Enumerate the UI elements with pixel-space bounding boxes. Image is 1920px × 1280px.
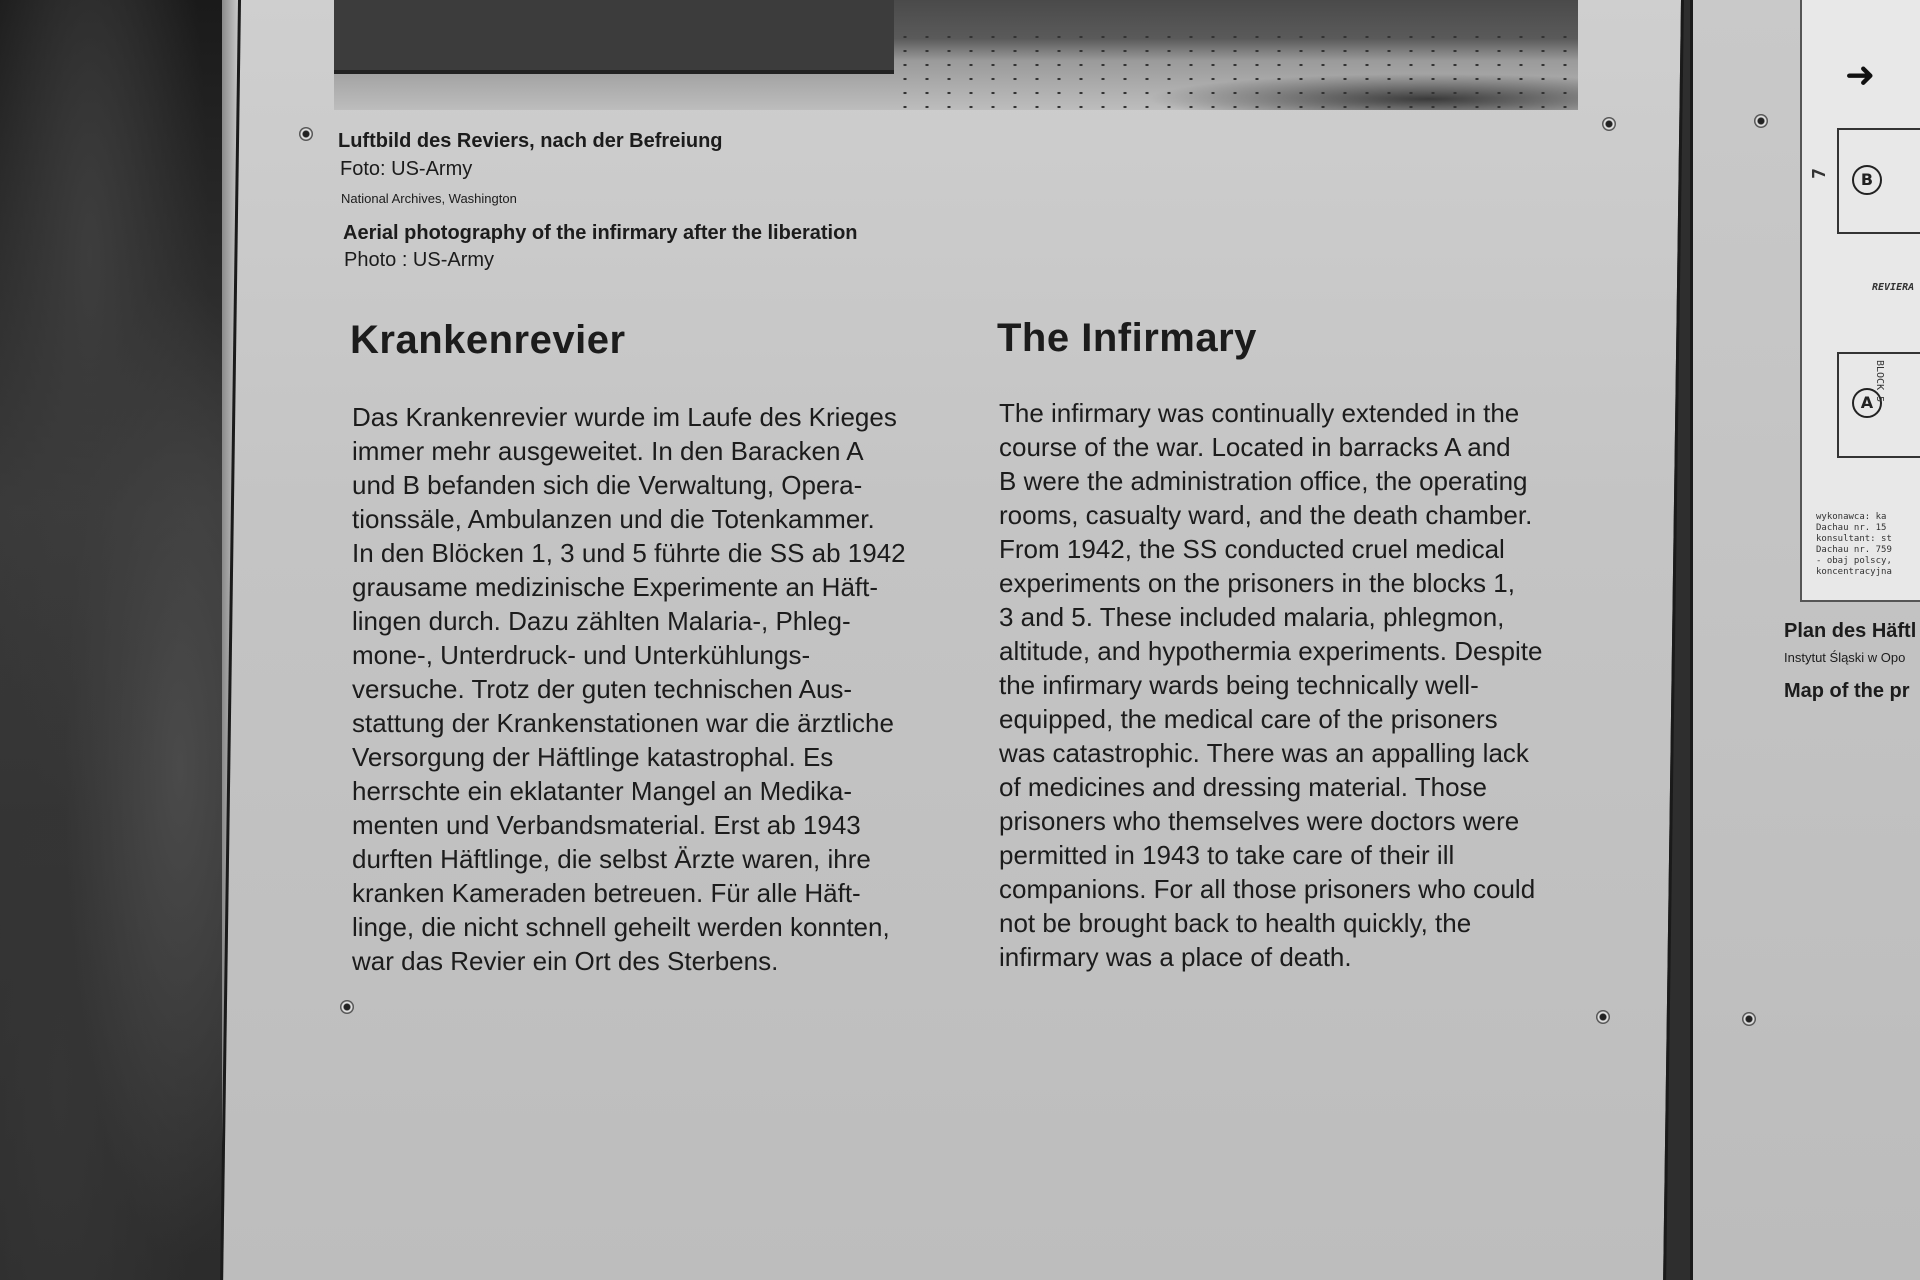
- arrow-right-icon: ➜: [1845, 55, 1876, 96]
- plan-note-line: - obaj polscy,: [1816, 556, 1892, 566]
- text-line: mone-, Unterdruck- und Unterkühlungs-: [352, 640, 811, 670]
- text-line: In den Blöcken 1, 3 und 5 führte die SS ab 1942: [352, 538, 906, 568]
- plan-note-line: wykonawca: ka: [1816, 512, 1887, 522]
- screw-icon: [1602, 117, 1616, 131]
- text-line: Versorgung der Häftlinge katastrophal. Es: [352, 742, 834, 772]
- text-line: infirmary was a place of death.: [999, 942, 1352, 972]
- text-line: immer mehr ausgeweitet. In den Baracken A: [352, 436, 864, 466]
- plan-note-line: Dachau nr. 15: [1816, 523, 1887, 533]
- right-caption-inst: Instytut Śląski w Opo: [1784, 650, 1906, 665]
- plan-note-line: konsultant: st: [1816, 534, 1892, 544]
- caption-en-title: Aerial photography of the infirmary after the liberation: [343, 222, 858, 244]
- text-line: not be brought back to health quickly, the: [999, 908, 1472, 938]
- text-line: rooms, casualty ward, and the death chamber.: [999, 500, 1533, 530]
- text-line: 3 and 5. These included malaria, phlegmon,: [999, 602, 1505, 632]
- caption-de-title: Luftbild des Reviers, nach der Befreiung: [338, 130, 723, 152]
- text-line: course of the war. Located in barracks A and: [999, 432, 1511, 462]
- caption-de-credit: Foto: US-Army: [340, 158, 473, 180]
- text-line: was catastrophic. There was an appalling lack: [999, 738, 1529, 768]
- text-line: B were the administration office, the operating: [999, 466, 1528, 496]
- plan-number: 7: [1808, 168, 1830, 179]
- aerial-photo: [334, 0, 1578, 110]
- text-line: durften Häftlinge, die selbst Ärzte waren, ihre: [352, 844, 871, 874]
- body-english: [999, 396, 1542, 974]
- text-line: tionssäle, Ambulanzen und die Totenkammer.: [352, 504, 875, 534]
- screw-icon: [299, 127, 313, 141]
- right-caption-de: Plan des Häftl: [1784, 620, 1917, 642]
- body-german: [352, 400, 906, 978]
- text-line: war das Revier ein Ort des Sterbens.: [352, 946, 779, 976]
- text-line: altitude, and hypothermia experiments. Despite: [999, 636, 1543, 666]
- text-line: equipped, the medical care of the prisoners: [999, 704, 1498, 734]
- text-line: The infirmary was continually extended in the: [999, 398, 1520, 428]
- text-line: the infirmary wards being technically well-: [999, 670, 1479, 700]
- text-line: menten und Verbandsmaterial. Erst ab 1943: [352, 810, 861, 840]
- plan-side-label: REVIERA: [1872, 282, 1915, 293]
- heading-german: Krankenrevier: [350, 318, 626, 362]
- photo-barrack-roof: [334, 0, 894, 74]
- text-line: linge, die nicht schnell geheilt werden konnten,: [352, 912, 890, 942]
- text-line: kranken Kameraden betreuen. Für alle Häft-: [352, 878, 861, 908]
- text-line: Das Krankenrevier wurde im Laufe des Krieges: [352, 402, 897, 432]
- text-line: From 1942, the SS conducted cruel medical: [999, 534, 1505, 564]
- plan-label-b: B: [1852, 165, 1882, 195]
- plan-block-text: BLOCK 5: [1874, 360, 1885, 403]
- text-line: experiments on the prisoners in the blocks 1,: [999, 568, 1515, 598]
- heading-english: The Infirmary: [997, 316, 1257, 360]
- plan-note-line: Dachau nr. 759: [1816, 545, 1892, 555]
- text-line: permitted in 1943 to take care of their ill: [999, 840, 1455, 870]
- text-line: of medicines and dressing material. Those: [999, 772, 1487, 802]
- text-line: stattung der Krankenstationen war die ärztliche: [352, 708, 894, 738]
- screw-icon: [1742, 1012, 1756, 1026]
- right-caption-en: Map of the pr: [1784, 680, 1910, 702]
- photo-crowd: [894, 30, 1578, 110]
- screw-icon: [1754, 114, 1768, 128]
- text-line: companions. For all those prisoners who could: [999, 874, 1536, 904]
- caption-archive: National Archives, Washington: [341, 191, 517, 206]
- text-line: lingen durch. Dazu zählten Malaria-, Phleg-: [352, 606, 851, 636]
- plan-note-line: koncentracyjna: [1816, 567, 1892, 577]
- text-line: herrschte ein eklatanter Mangel an Medika-: [352, 776, 853, 806]
- plan-label-a: A: [1852, 388, 1882, 418]
- text-line: versuche. Trotz der guten technischen Aus-: [352, 674, 853, 704]
- text-line: prisoners who themselves were doctors were: [999, 806, 1520, 836]
- screw-icon: [1596, 1010, 1610, 1024]
- screw-icon: [340, 1000, 354, 1014]
- text-line: grausame medizinische Experimente an Häft-: [352, 572, 879, 602]
- plan-notes: [1816, 512, 1892, 578]
- text-line: und B befanden sich die Verwaltung, Opera-: [352, 470, 863, 500]
- caption-en-credit: Photo : US-Army: [344, 249, 495, 271]
